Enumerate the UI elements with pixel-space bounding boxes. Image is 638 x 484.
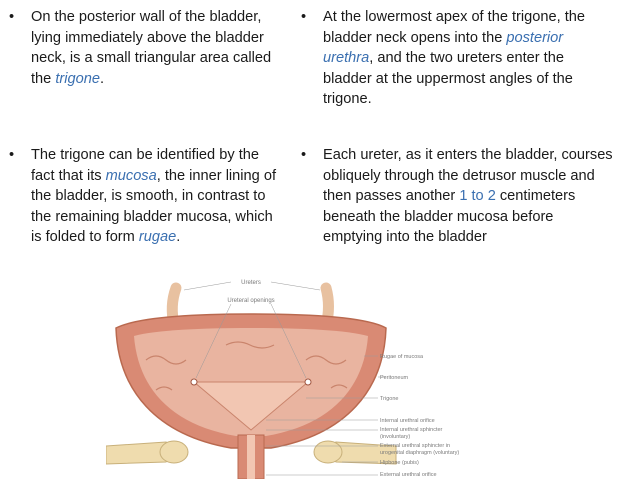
bullet-text: On the posterior wall of the bladder, lying immediately above the bladder neck, is a small triangular area called the trigone. xyxy=(31,9,272,87)
label-rugae: Rugae of mucosa xyxy=(380,354,424,360)
label-external-orifice: External urethral orifice xyxy=(380,472,437,478)
bladder-diagram xyxy=(106,270,526,479)
term-mucosa: mucosa xyxy=(105,167,157,184)
bladder-anatomy-figure xyxy=(106,270,526,479)
term-rugae: rugae xyxy=(138,229,177,245)
bullet-symbol: • xyxy=(9,147,15,163)
term-1-to-2: 1 to 2 xyxy=(459,188,496,204)
label-internal-sphincter: Internal urethral sphincter xyxy=(380,427,443,433)
label-hipbone: Hipbone (pubis) xyxy=(380,460,419,466)
label-involuntary: (involuntary) xyxy=(380,434,411,440)
bullet-trigone-identification xyxy=(9,145,281,248)
bullet-text: At the lowermost apex of the trigone, the bladder neck opens into the posterior urethra, and the two ureters enter the bladder at the uppermost angles of the trigone. xyxy=(323,9,586,107)
bullet-symbol: • xyxy=(301,147,307,163)
bullet-symbol: • xyxy=(301,9,307,25)
label-ureters: Ureters xyxy=(241,280,261,286)
bullet-trigone-apex xyxy=(301,7,613,110)
bullet-trigone-location xyxy=(9,7,281,89)
bullet-symbol: • xyxy=(9,9,15,25)
left-ureteral-opening xyxy=(191,379,197,385)
label-trigone: Trigone xyxy=(380,396,399,402)
bullet-ureter-course xyxy=(301,145,613,248)
label-external-sphincter: External urethral sphincter in xyxy=(380,443,451,449)
label-urogenital: urogenital diaphragm (voluntary) xyxy=(380,450,460,456)
label-peritoneum: Peritoneum xyxy=(380,375,409,381)
term-trigone: trigone xyxy=(55,70,100,87)
label-ureteral-openings: Ureteral openings xyxy=(227,298,275,304)
bullet-text: The trigone can be identified by the fact that its mucosa, the inner lining of the bladder, is smooth, in contrast to the remaining bladder mucosa, which is folded to form rugae. xyxy=(31,147,276,245)
right-ureteral-opening xyxy=(305,379,311,385)
bullet-text: Each ureter, as it enters the bladder, courses obliquely through the detrusor muscle and then passes another 1 to 2 centimeters beneath the bladder mucosa before emptying into the bladder xyxy=(323,147,613,245)
term-posterior-urethra: posterior urethra xyxy=(323,29,564,66)
label-internal-orifice: Internal urethral orifice xyxy=(380,418,435,424)
